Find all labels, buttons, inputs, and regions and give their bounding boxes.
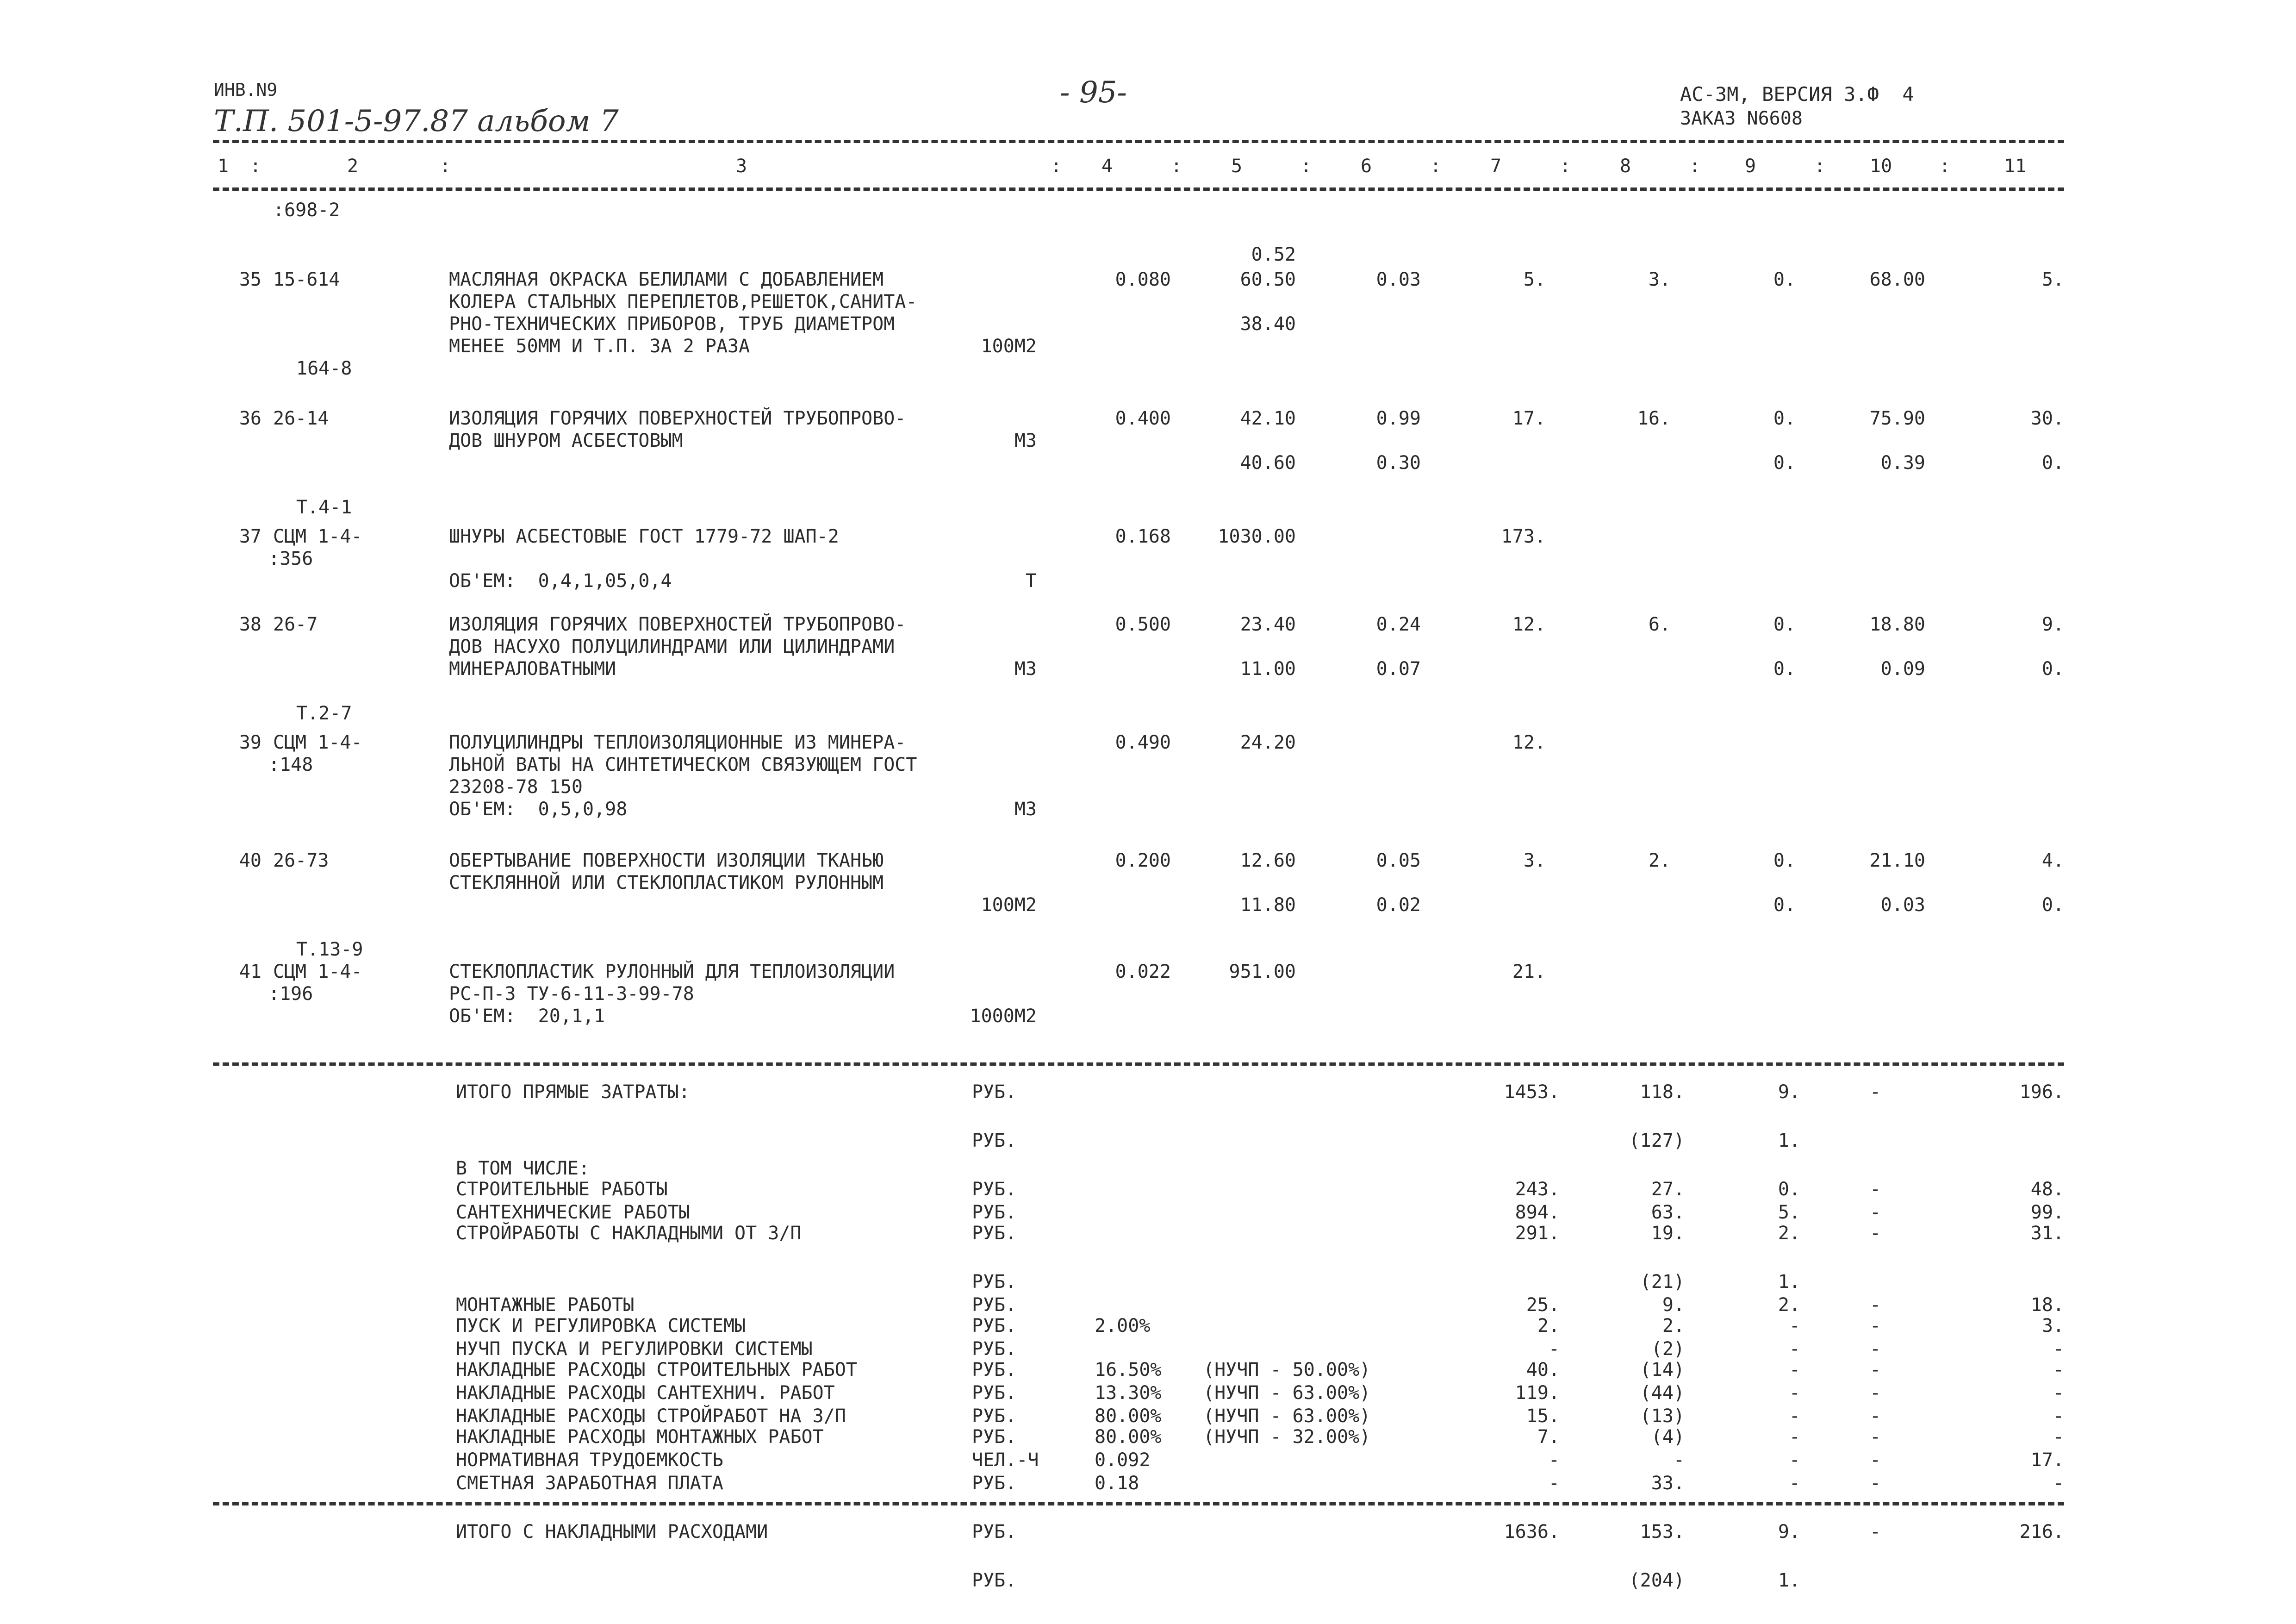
cell-c7: 17. [1512,408,1546,429]
total-c11: - [2053,1405,2064,1427]
row-unit: М3 [1014,658,1037,680]
row-description: ОБ'ЕМ: 0,4,1,05,0,4 [449,570,672,592]
cell-c6: 0.03 [1376,269,1421,290]
row-description: ШНУРЫ АСБЕСТОВЫЕ ГОСТ 1779-72 ШАП-2 [449,526,839,547]
cell-c4: 0.200 [1115,850,1171,871]
column-number: 4 [1101,156,1113,177]
total-note: (НУЧП - 32.00%) [1203,1426,1371,1448]
row-code: 26-14 [273,408,329,429]
total-c7: 2. [1537,1315,1560,1337]
page-number: - 95- [1060,75,1127,110]
column-separator: : [1689,156,1701,177]
cell-c5-sub: 0.52 [1251,244,1296,265]
cell-c8: 6. [1648,614,1671,635]
column-separator: : [1939,156,1951,177]
column-number: 7 [1490,156,1502,177]
total-c10: - [1870,1315,1881,1337]
total-c8: 9. [1662,1294,1685,1316]
row-description: ИЗОЛЯЦИЯ ГОРЯЧИХ ПОВЕРХНОСТЕЙ ТРУБОПРОВО- [449,408,906,429]
final-unit: РУБ. [972,1570,1017,1591]
row-number: 39 [239,732,261,753]
column-number: 10 [1870,156,1892,177]
cell-c5: 951.00 [1229,961,1296,982]
total-label: МОНТАЖНЫЕ РАБОТЫ [456,1294,635,1316]
cell-c6: 0.05 [1376,850,1421,871]
divider [213,187,2064,191]
total-percent: 13.30% [1095,1382,1162,1404]
cell-c10-sub: 0.09 [1880,658,1925,680]
total-c10: - [1870,1473,1881,1494]
column-number: 9 [1745,156,1756,177]
total-c7: - [1548,1338,1560,1360]
cell-c5-sub: 38.40 [1240,313,1296,335]
row-unit: 1000М2 [970,1006,1037,1027]
row-reference: 164-8 [296,358,352,379]
row-code: СЦМ 1-4- [273,526,362,547]
row-description: РНО-ТЕХНИЧЕСКИХ ПРИБОРОВ, ТРУБ ДИАМЕТРОМ [449,313,895,335]
cell-c8: 2. [1648,850,1671,871]
column-separator: : [440,156,451,177]
row-code: СЦМ 1-4- [273,732,362,753]
total-c10: - [1870,1294,1881,1316]
total-c8: (2) [1651,1338,1685,1360]
version-label: АС-ЗМ, ВЕРСИЯ 3.Ф 4 [1680,83,1914,106]
total-c10: - [1870,1081,1881,1103]
total-unit: РУБ. [972,1179,1017,1200]
column-separator: : [250,156,261,177]
cell-c4: 0.400 [1115,408,1171,429]
row-code: СЦМ 1-4- [273,961,362,982]
cell-c9-sub: 0. [1773,658,1796,680]
cell-c5: 42.10 [1240,408,1296,429]
row-description: ИЗОЛЯЦИЯ ГОРЯЧИХ ПОВЕРХНОСТЕЙ ТРУБОПРОВО- [449,614,906,635]
total-c9: 2. [1778,1294,1800,1316]
total-c10: - [1870,1359,1881,1380]
total-c8: (127) [1629,1130,1685,1151]
column-separator: : [1814,156,1826,177]
row-description: МЕНЕЕ 50ММ И Т.П. ЗА 2 РАЗА [449,336,750,357]
final-c9: 9. [1778,1521,1800,1543]
total-percent: 16.50% [1095,1359,1162,1380]
total-note: (НУЧП - 50.00%) [1203,1359,1371,1380]
final-c10: - [1870,1521,1881,1543]
cell-c10: 75.90 [1869,408,1925,429]
column-number: 3 [736,156,747,177]
total-unit: РУБ. [972,1130,1017,1151]
total-label: НУЧП ПУСКА И РЕГУЛИРОВКИ СИСТЕМЫ [456,1338,813,1360]
total-c8: 33. [1651,1473,1685,1494]
row-description: ОБ'ЕМ: 20,1,1 [449,1006,605,1027]
cell-c9: 0. [1773,614,1796,635]
cell-c11-sub: 0. [2041,658,2064,680]
total-c9: 0. [1778,1179,1800,1200]
total-c8: (14) [1640,1359,1685,1380]
total-c11: 48. [2030,1179,2064,1200]
row-unit: Т [1025,570,1037,592]
total-c10: - [1870,1405,1881,1427]
row-description: СТЕКЛОПЛАСТИК РУЛОННЫЙ ДЛЯ ТЕПЛОИЗОЛЯЦИИ [449,961,895,982]
total-c11: 31. [2030,1223,2064,1244]
total-label: СТРОЙРАБОТЫ С НАКЛАДНЫМИ ОТ З/П [456,1223,802,1244]
row-description: МАСЛЯНАЯ ОКРАСКА БЕЛИЛАМИ С ДОБАВЛЕНИЕМ [449,269,884,290]
total-c11: 18. [2030,1294,2064,1316]
cell-c6-sub: 0.02 [1376,894,1421,916]
total-c7: 894. [1515,1202,1560,1223]
cell-c10: 18.80 [1869,614,1925,635]
row-description: ДОВ ШНУРОМ АСБЕСТОВЫМ [449,430,683,451]
column-separator: : [1051,156,1062,177]
cell-c10-sub: 0.39 [1880,452,1925,474]
total-unit: РУБ. [972,1315,1017,1337]
column-separator: : [1300,156,1312,177]
row-description: РС-П-3 ТУ-6-11-3-99-78 [449,983,694,1005]
order-label: ЗАКАЗ N6608 [1680,108,1803,129]
cell-c7: 12. [1512,614,1546,635]
total-c7: 15. [1526,1405,1560,1427]
total-c9: 1. [1778,1130,1800,1151]
total-label: НАКЛАДНЫЕ РАСХОДЫ СТРОЙРАБОТ НА З/П [456,1405,846,1427]
total-c9: - [1789,1359,1800,1380]
total-unit: РУБ. [972,1405,1017,1427]
total-percent: 0.18 [1095,1473,1139,1494]
total-c8: 27. [1651,1179,1685,1200]
total-c9: - [1789,1315,1800,1337]
total-c7: 40. [1526,1359,1560,1380]
total-c11: - [2053,1338,2064,1360]
total-c11: 17. [2030,1449,2064,1471]
cell-c11: 9. [2041,614,2064,635]
cell-c4: 0.022 [1115,961,1171,982]
total-unit: РУБ. [972,1271,1017,1293]
total-c8: 118. [1640,1081,1685,1103]
total-unit: РУБ. [972,1223,1017,1244]
cell-c11-sub: 0. [2041,894,2064,916]
total-unit: РУБ. [972,1382,1017,1404]
total-note: (НУЧП - 63.00%) [1203,1382,1371,1404]
total-c9: - [1789,1426,1800,1448]
cell-c5-sub: 40.60 [1240,452,1296,474]
final-unit: РУБ. [972,1521,1017,1543]
row-code: 26-7 [273,614,318,635]
final-c7: 1636. [1504,1521,1560,1543]
row-unit: 100М2 [981,894,1037,916]
total-c9: - [1789,1449,1800,1471]
row-description: СТЕКЛЯННОЙ ИЛИ СТЕКЛОПЛАСТИКОМ РУЛОННЫМ [449,872,884,893]
cell-c5: 12.60 [1240,850,1296,871]
row-number: 37 [239,526,261,547]
cell-c4: 0.080 [1115,269,1171,290]
cell-c8: 16. [1637,408,1671,429]
total-unit: РУБ. [972,1359,1017,1380]
total-c8: 63. [1651,1202,1685,1223]
total-c7: 1453. [1504,1081,1560,1103]
row-description: ПОЛУЦИЛИНДРЫ ТЕПЛОИЗОЛЯЦИОННЫЕ ИЗ МИНЕРА- [449,732,906,753]
total-c10: - [1870,1382,1881,1404]
cell-c6-sub: 0.30 [1376,452,1421,474]
total-c11: - [2053,1382,2064,1404]
cell-c5: 1030.00 [1218,526,1296,547]
final-c11: 216. [2019,1521,2064,1543]
cell-c5-sub: 11.80 [1240,894,1296,916]
total-c7: 243. [1515,1179,1560,1200]
cell-c7: 173. [1501,526,1546,547]
total-label: ИТОГО ПРЯМЫЕ ЗАТРАТЫ: [456,1081,690,1103]
cell-c10: 68.00 [1869,269,1925,290]
total-c11: 196. [2019,1081,2064,1103]
cell-c9: 0. [1773,850,1796,871]
row-reference: Т.4-1 [296,497,352,518]
column-number: 6 [1361,156,1372,177]
total-c10: - [1870,1202,1881,1223]
total-percent: 80.00% [1095,1405,1162,1427]
total-c9: 5. [1778,1202,1800,1223]
total-c10: - [1870,1179,1881,1200]
row-reference: Т.13-9 [296,939,363,960]
cell-c5: 23.40 [1240,614,1296,635]
total-label: НАКЛАДНЫЕ РАСХОДЫ СТРОИТЕЛЬНЫХ РАБОТ [456,1359,857,1380]
row-description: 23208-78 150 [449,776,583,798]
total-unit: РУБ. [972,1294,1017,1316]
total-c8: (44) [1640,1382,1685,1404]
cell-c7: 12. [1512,732,1546,753]
cell-c7: 5. [1523,269,1546,290]
total-c8: (13) [1640,1405,1685,1427]
total-c9: - [1789,1405,1800,1427]
total-label: НАКЛАДНЫЕ РАСХОДЫ САНТЕХНИЧ. РАБОТ [456,1382,835,1404]
cell-c6-sub: 0.07 [1376,658,1421,680]
inventory-number: ИНВ.N9 [214,80,278,100]
cell-c4: 0.500 [1115,614,1171,635]
divider [213,1062,2064,1066]
divider [213,1502,2064,1505]
cell-c5: 60.50 [1240,269,1296,290]
total-c8: 2. [1662,1315,1685,1337]
column-separator: : [1430,156,1442,177]
row-description: ОБ'ЕМ: 0,5,0,98 [449,799,628,820]
total-c9: - [1789,1473,1800,1494]
row-code: 26-73 [273,850,329,871]
cell-c9-sub: 0. [1773,894,1796,916]
total-label: НАКЛАДНЫЕ РАСХОДЫ МОНТАЖНЫХ РАБОТ [456,1426,824,1448]
final-c8: (204) [1629,1570,1685,1591]
cell-c9: 0. [1773,269,1796,290]
row-number: 38 [239,614,261,635]
column-number: 2 [347,156,359,177]
total-percent: 80.00% [1095,1426,1162,1448]
total-c8: - [1673,1449,1685,1471]
row-code-cont: :148 [268,754,313,775]
column-number: 11 [2004,156,2027,177]
total-c9: 9. [1778,1081,1800,1103]
row-unit: М3 [1014,430,1037,451]
total-c10: - [1870,1223,1881,1244]
total-c11: 99. [2030,1202,2064,1223]
total-unit: ЧЕЛ.-Ч [972,1449,1039,1471]
column-separator: : [1560,156,1571,177]
cell-c10: 21.10 [1869,850,1925,871]
cell-c8: 3. [1648,269,1671,290]
divider [213,140,2064,143]
row-description: ЛЬНОЙ ВАТЫ НА СИНТЕТИЧЕСКОМ СВЯЗУЮЩЕМ ГОСТ [449,754,917,775]
row-description: КОЛЕРА СТАЛЬНЫХ ПЕРЕПЛЕТОВ,РЕШЕТОК,САНИТА- [449,291,917,312]
album-title: Т.П. 501-5-97.87 альбом 7 [214,104,619,138]
total-c8: 19. [1651,1223,1685,1244]
total-label: СТРОИТЕЛЬНЫЕ РАБОТЫ [456,1179,668,1200]
cell-c11: 5. [2041,269,2064,290]
cell-c4: 0.168 [1115,526,1171,547]
row-code-cont: :356 [268,548,313,569]
row-description: ОБЕРТЫВАНИЕ ПОВЕРХНОСТИ ИЗОЛЯЦИИ ТКАНЬЮ [449,850,884,871]
cell-c11: 30. [2030,408,2064,429]
total-percent: 2.00% [1095,1315,1151,1337]
total-c9: 2. [1778,1223,1800,1244]
row-code-cont: :196 [268,983,313,1005]
total-c8: (21) [1640,1271,1685,1293]
total-c11: - [2053,1473,2064,1494]
cell-c7: 21. [1512,961,1546,982]
cell-c7: 3. [1523,850,1546,871]
column-number: 8 [1620,156,1631,177]
row-unit: 100М2 [981,336,1037,357]
total-c8: (4) [1651,1426,1685,1448]
total-c10: - [1870,1449,1881,1471]
row-number: 36 [239,408,261,429]
row-code: 15-614 [273,269,340,290]
column-number: 5 [1231,156,1243,177]
row-unit: М3 [1014,799,1037,820]
cell-c11: 4. [2041,850,2064,871]
total-c11: 3. [2041,1315,2064,1337]
total-label: СМЕТНАЯ ЗАРАБОТНАЯ ПЛАТА [456,1473,723,1494]
total-c7: 119. [1515,1382,1560,1404]
total-label: В ТОМ ЧИСЛЕ: [456,1158,590,1179]
total-note: (НУЧП - 63.00%) [1203,1405,1371,1427]
total-unit: РУБ. [972,1202,1017,1223]
column-number: 1 [218,156,229,177]
total-c11: - [2053,1426,2064,1448]
cell-c11-sub: 0. [2041,452,2064,474]
row-number: 40 [239,850,261,871]
total-c7: - [1548,1473,1560,1494]
cell-c9: 0. [1773,408,1796,429]
row-number: 41 [239,961,261,982]
total-c7: 291. [1515,1223,1560,1244]
total-unit: РУБ. [972,1338,1017,1360]
cell-c4: 0.490 [1115,732,1171,753]
total-c11: - [2053,1359,2064,1380]
final-c9: 1. [1778,1570,1800,1591]
total-c10: - [1870,1426,1881,1448]
total-label: ПУСК И РЕГУЛИРОВКА СИСТЕМЫ [456,1315,746,1337]
row-description: ДОВ НАСУХО ПОЛУЦИЛИНДРАМИ ИЛИ ЦИЛИНДРАМИ [449,636,895,657]
column-separator: : [1171,156,1182,177]
cell-c5-sub: 11.00 [1240,658,1296,680]
cell-c6: 0.24 [1376,614,1421,635]
total-percent: 0.092 [1095,1449,1151,1471]
total-label: НОРМАТИВНАЯ ТРУДОЕМКОСТЬ [456,1449,723,1471]
row-number: 35 [239,269,261,290]
total-unit: РУБ. [972,1473,1017,1494]
final-label: ИТОГО С НАКЛАДНЫМИ РАСХОДАМИ [456,1521,768,1543]
total-c9: - [1789,1338,1800,1360]
row-reference: Т.2-7 [296,703,352,724]
final-c8: 153. [1640,1521,1685,1543]
total-c9: 1. [1778,1271,1800,1293]
total-c9: - [1789,1382,1800,1404]
total-label: САНТЕХНИЧЕСКИЕ РАБОТЫ [456,1202,690,1223]
row-code: :698-2 [273,200,340,221]
cell-c10-sub: 0.03 [1880,894,1925,916]
cell-c9-sub: 0. [1773,452,1796,474]
total-c7: 7. [1537,1426,1560,1448]
total-unit: РУБ. [972,1426,1017,1448]
row-description: МИНЕРАЛОВАТНЫМИ [449,658,616,680]
total-c7: - [1548,1449,1560,1471]
total-c7: 25. [1526,1294,1560,1316]
cell-c6: 0.99 [1376,408,1421,429]
cell-c5: 24.20 [1240,732,1296,753]
total-unit: РУБ. [972,1081,1017,1103]
total-c10: - [1870,1338,1881,1360]
